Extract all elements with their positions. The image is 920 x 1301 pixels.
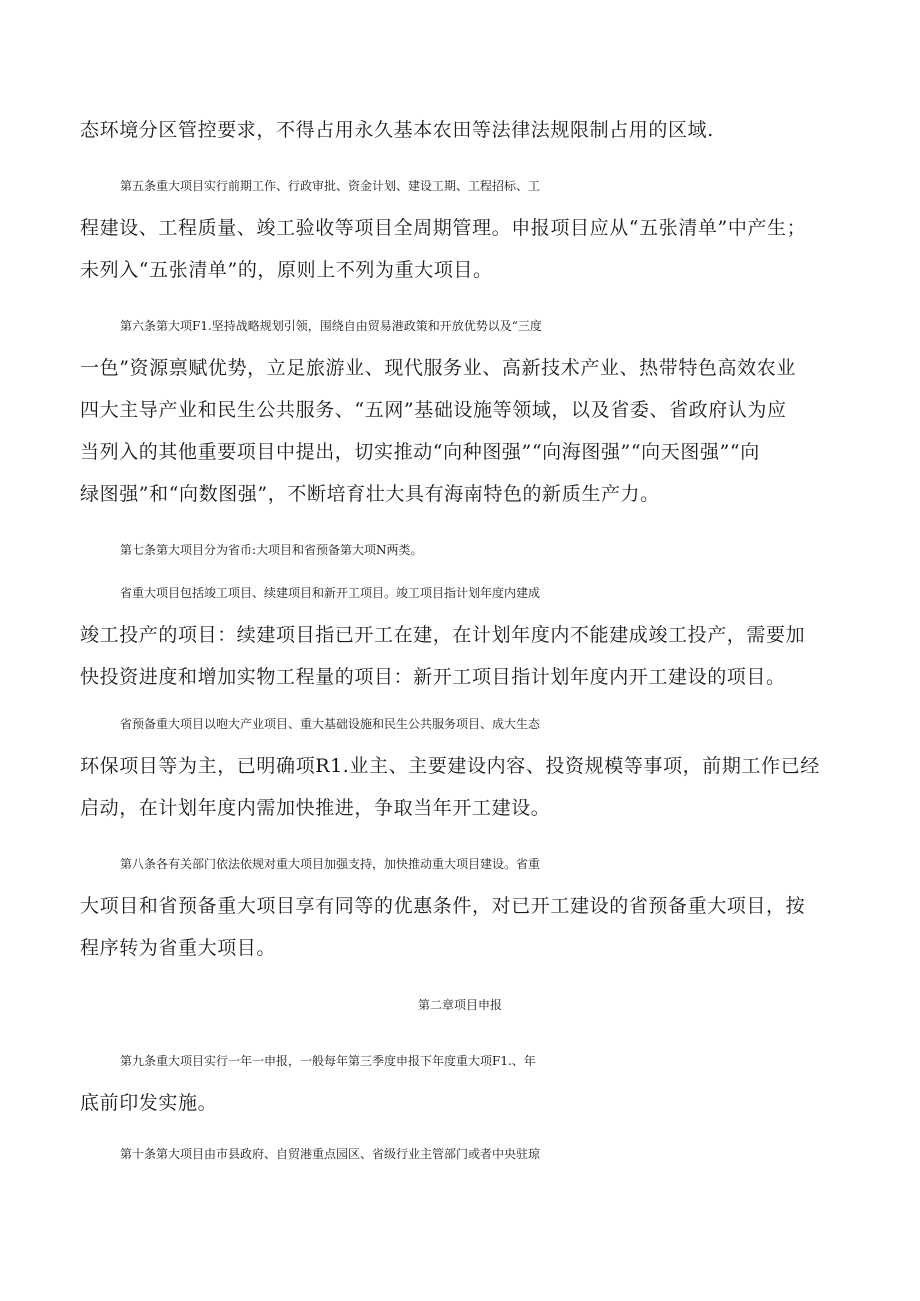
text-line: 态环境分区管控要求，不得占用永久基本农田等法律法规限制占用的区域.: [80, 119, 714, 141]
article-6-line-3: 四大主导产业和民生公共服务、“五网”基础设施等领域，以及省委、省政府认为应: [80, 399, 787, 421]
article-5-line-2: 程建设、工程质量、竣工验收等项目全周期管理。申报项目应从“五张清单”中产生；: [80, 217, 807, 239]
article-6-line-2: 一色”资源禀赋优势，立足旅游业、现代服务业、高新技术产业、热带特色高效农业: [80, 357, 796, 379]
article-6-line-4: 当列入的其他重要项目中提出，切实推动“向种图强”“向海图强”“向天图强”“向: [80, 441, 760, 463]
article-7-para-3-line-3: 启动，在计划年度内需加快推进，争取当年开工建设。: [80, 797, 551, 819]
article-5-line-1: 第五条重大项目实行前期工作、行政审批、资金计划、建设工期、工程招标、工: [120, 179, 541, 193]
article-8-line-3: 程序转为省重大项目。: [80, 937, 277, 959]
article-5-line-3: 未列入“五张清单”的，原则上不列为重大项目。: [80, 259, 493, 281]
article-7-para-3-line-1: 省预备重大项目以咆大产业项目、重大基础设施和民生公共服务项目、成大生态: [120, 717, 541, 731]
article-7-para-2-line-2: 竣工投产的项目：续建项目指已开工在建，在计划年度内不能建成竣工投产，需要加: [80, 624, 806, 646]
article-6-line-1: 第六条第大项F1.坚持战略规划引领，围绕自由贸易港政策和开放优势以及“三度: [120, 319, 542, 333]
chapter-heading: 第二章项目申报: [417, 998, 502, 1012]
article-7-para-3-line-2: 环保项目等为主，已明确项R1.业主、主要建设内容、投资规模等事项，前期工作已经: [80, 755, 820, 777]
article-8-line-2: 大项目和省预备重大项目享有同等的优惠条件，对已开工建设的省预备重大项目，按: [80, 895, 806, 917]
article-10-line-1: 第十条第大项目由市县政府、自贸港重点园区、省级行业主管部门或者中央驻琼: [120, 1147, 541, 1161]
article-7-para-2-line-3: 快投资进度和增加实物工程量的项目：新开工项目指计划年度内开工建设的项目。: [80, 666, 786, 688]
article-8-line-1: 第八条各有关部门依法依规对重大项目加强支持，加快推动重大项目建设。省重: [120, 857, 541, 871]
article-7-para-2-line-1: 省重大项目包括竣工项目、续建项目和新开工项目。竣工项目指计划年度内建成: [120, 586, 541, 600]
article-9-line-2: 底前印发实施。: [80, 1092, 218, 1114]
article-9-line-1: 第九条重大项目实行一年一申报，一般每年第三季度申报下年度重大项F1.、年: [120, 1054, 536, 1068]
article-6-line-5: 绿图强”和“向数图强”，不断培育壮大具有海南特色的新质生产力。: [80, 483, 660, 505]
article-7-line-1: 第七条第大项目分为省币:大项目和省预备第大项N两类。: [120, 543, 423, 557]
